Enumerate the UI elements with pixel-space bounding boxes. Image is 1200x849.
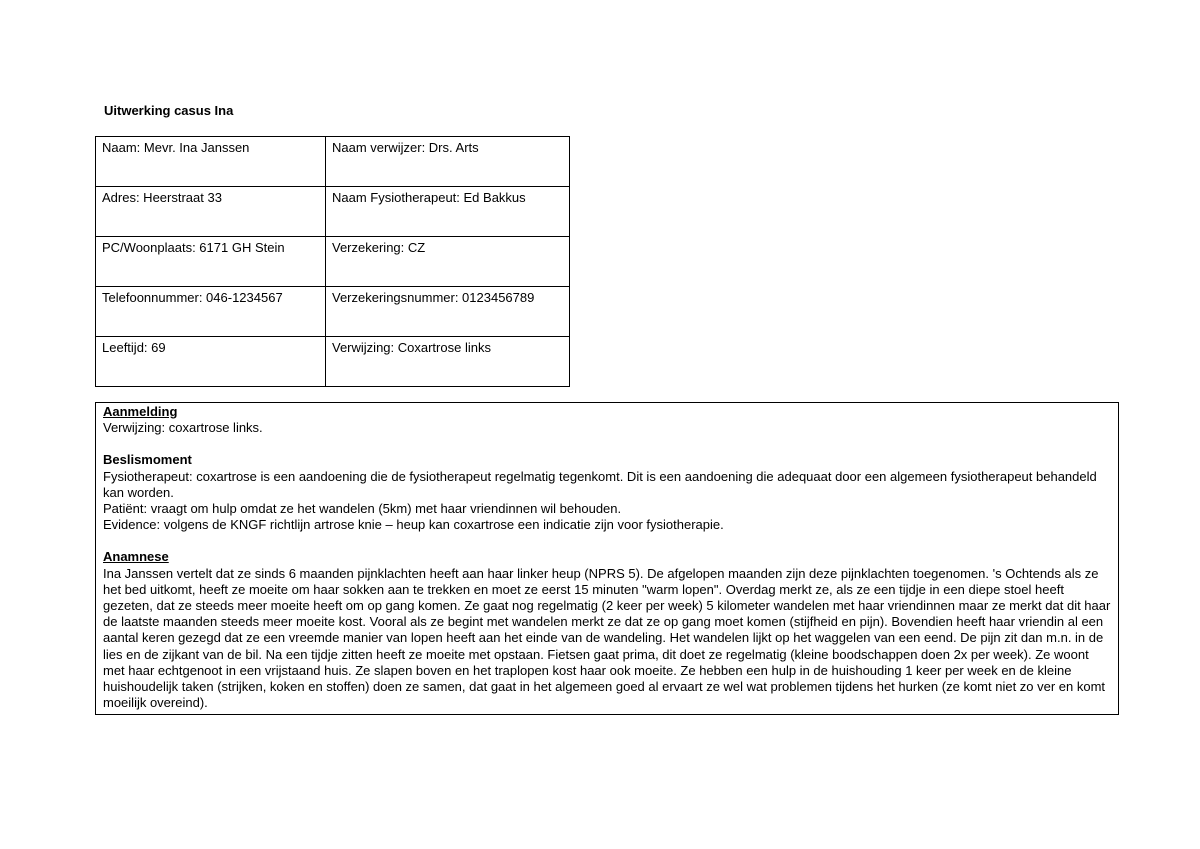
beslismoment-patient: Patiënt: vraagt om hulp omdat ze het wandelen (5km) met haar vriendinnen wil behouden. xyxy=(103,501,622,517)
table-row xyxy=(96,287,570,337)
table-cell-verzekering: Verzekering: CZ xyxy=(326,237,570,287)
table-row xyxy=(96,137,570,187)
table-cell-leeftijd: Leeftijd: 69 xyxy=(96,337,326,387)
table-cell-naam: Naam: Mevr. Ina Janssen xyxy=(96,137,326,187)
table-cell-telefoonnummer: Telefoonnummer: 046-1234567 xyxy=(96,287,326,337)
beslismoment-heading: Beslismoment xyxy=(103,452,192,468)
table-cell-verzekeringsnummer: Verzekeringsnummer: 0123456789 xyxy=(326,287,570,337)
case-notes-box xyxy=(95,402,1119,715)
table-cell-verwijzing: Verwijzing: Coxartrose links xyxy=(326,337,570,387)
beslismoment-evidence: Evidence: volgens de KNGF richtlijn artrose knie – heup kan coxartrose een indicatie zijn voor fysiotherapie. xyxy=(103,517,724,533)
spacer xyxy=(103,436,1112,452)
spacer xyxy=(103,533,1112,549)
aanmelding-heading: Aanmelding xyxy=(103,404,178,419)
patient-info-table xyxy=(95,136,570,387)
table-cell-naam-verwijzer: Naam verwijzer: Drs. Arts xyxy=(326,137,570,187)
table-cell-naam-fysiotherapeut: Naam Fysiotherapeut: Ed Bakkus xyxy=(326,187,570,237)
document-title: Uitwerking casus Ina xyxy=(104,103,234,118)
table-row xyxy=(96,337,570,387)
anamnese-heading: Anamnese xyxy=(103,549,169,565)
aanmelding-text: Verwijzing: coxartrose links. xyxy=(103,420,263,436)
table-row xyxy=(96,187,570,237)
table-cell-woonplaats: PC/Woonplaats: 6171 GH Stein xyxy=(96,237,326,287)
anamnese-text: Ina Janssen vertelt dat ze sinds 6 maanden pijnklachten heeft aan haar linker heup (NPRS 5). De afgelopen maanden zijn deze pijnklachten toegenomen. 's Ochtends als ze het bed uitkomt, heeft ze moeite om haar sokken aan te trekken en moet ze eerst 15 minuten "warm lopen". Overdag merkt ze, als ze een tijdje in een diepe stoel heeft gezeten, dat ze steeds meer moeite heeft om op gang komen. Ze gaat nog regelmatig (2 keer per week) 5 kilometer wandelen met haar vriendinnen maar ze merkt dat dit haar de laatste maanden steeds meer moeite kost. Vooral als ze begint met wandelen merkt ze dat ze op gang moet komen (stijfheid en pijn). Bovendien heeft haar vriendin al een aantal keren gezegd dat ze een vreemde manier van lopen heeft aan het einde van de wandeling. Het wandelen lijkt op het waggelen van een eend. De pijn zit dan m.n. in de lies en de zijkant van de bil. Na een tijdje zitten heeft ze moeite met opstaan. Fietsen gaat prima, dit doet ze regelmatig (kleine boodschappen doen 2x per week). Ze woont met haar echtgenoot in een vrijstaand huis. Ze slapen boven en het traplopen kost haar ook moeite. Ze hebben een hulp in de huishouding 1 keer per week en de kleine huishoudelijk taken (strijken, koken en stoffen) doen ze samen, dat gaat in het algemeen goed al ervaart ze wel wat problemen tijdens het hurken (ze komt niet zo ver en komt moeilijk overeind). xyxy=(103,565,1111,711)
table-row xyxy=(96,237,570,287)
table-cell-adres: Adres: Heerstraat 33 xyxy=(96,187,326,237)
beslismoment-fysiotherapeut: Fysiotherapeut: coxartrose is een aandoening die de fysiotherapeut regelmatig tegenkomt. Dit is een aandoening die adequaat door een algemeen fysiotherapeut behandeld kan worden. xyxy=(103,468,1097,500)
